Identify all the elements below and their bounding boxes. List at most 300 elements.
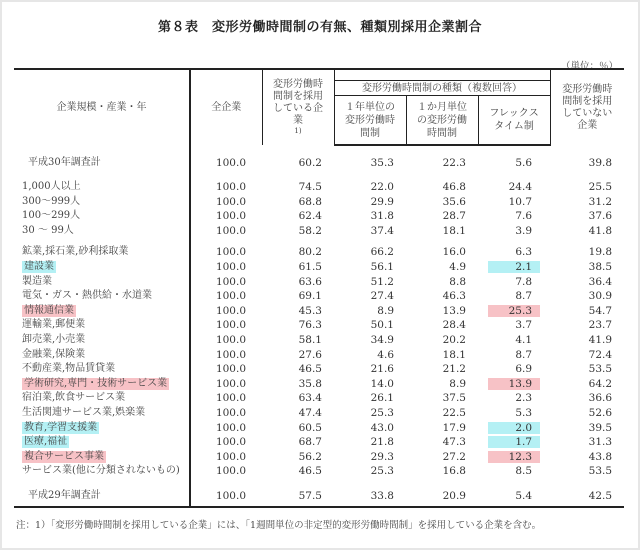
cell-value	[190, 391, 262, 406]
row-label-text: 不動産業,物品賃貸業	[22, 363, 116, 375]
row-label	[14, 362, 190, 377]
row-label-text: 100～299人	[22, 210, 81, 222]
cell-value	[478, 421, 550, 436]
table-row	[14, 245, 624, 260]
header-label: 企業規模・産業・年	[14, 69, 190, 145]
cell-value-text: 47.3	[442, 436, 466, 449]
cell-value-text: 43.0	[370, 421, 394, 434]
cell-value	[262, 435, 334, 450]
row-label	[14, 464, 190, 479]
cell-value-text: 100.0	[215, 319, 246, 332]
table-row	[14, 195, 624, 210]
cell-value	[262, 464, 334, 479]
cell-value	[550, 406, 624, 421]
cell-value-text: 100.0	[215, 333, 246, 346]
cell-value-text: 53.5	[588, 363, 613, 376]
cell-value	[550, 333, 624, 348]
cell-value	[478, 153, 550, 173]
header-types-group: 変形労働時間制の種類（複数回答）	[334, 81, 550, 96]
cell-value-text: 18.1	[442, 224, 466, 237]
cell-value	[478, 464, 550, 479]
cell-value	[190, 348, 262, 363]
cell-value	[406, 486, 478, 507]
cell-value	[334, 245, 406, 260]
cell-value	[406, 391, 478, 406]
cell-value-text: 13.9	[488, 378, 540, 390]
row-label-text: 卸売業,小売業	[22, 333, 86, 345]
cell-value	[190, 275, 262, 290]
cell-value-text: 60.2	[298, 157, 322, 169]
table-row	[14, 304, 624, 319]
cell-value	[190, 377, 262, 392]
cell-value-text: 2.3	[515, 392, 533, 405]
cell-value-text: 41.9	[588, 333, 613, 346]
row-label-text: 宿泊業,飲食サービス業	[22, 392, 126, 404]
cell-value-text: 57.5	[298, 489, 322, 502]
cell-value	[406, 180, 478, 195]
cell-value	[406, 435, 478, 450]
row-label	[14, 224, 190, 239]
row-label-text: 運輸業,郵便業	[22, 319, 86, 331]
cell-value	[406, 275, 478, 290]
cell-value-text: 36.6	[588, 392, 613, 405]
cell-value-text: 1.7	[488, 436, 540, 448]
cell-value-text: 27.6	[298, 348, 322, 361]
table-title: 第８表 変形労働時間制の有無、種類別採用企業割合	[157, 20, 482, 35]
cell-value-text: 100.0	[215, 406, 246, 419]
data-table	[14, 68, 624, 508]
cell-value	[262, 362, 334, 377]
cell-value	[550, 180, 624, 195]
cell-value-text: 37.5	[442, 392, 466, 405]
cell-value-text: 21.2	[442, 363, 466, 376]
cell-value	[478, 209, 550, 224]
row-label-text: 生活関連サービス業,娯楽業	[22, 406, 146, 418]
cell-value-text: 100.0	[215, 489, 246, 502]
cell-value-text: 8.8	[449, 275, 466, 288]
cell-value	[334, 318, 406, 333]
cell-value-text: 66.2	[370, 246, 394, 259]
cell-value-text: 25.3	[370, 406, 394, 419]
cell-value	[478, 435, 550, 450]
header-type-flex: フレックスタイム制	[478, 96, 550, 146]
cell-value	[406, 153, 478, 173]
cell-value-text: 25.3	[488, 305, 540, 317]
cell-value-text: 8.9	[449, 377, 466, 390]
cell-value	[478, 406, 550, 421]
row-label	[14, 180, 190, 195]
row-label-text: 平成30年調査計	[28, 157, 101, 168]
row-label	[14, 391, 190, 406]
cell-value	[550, 209, 624, 224]
cell-value	[190, 486, 262, 507]
cell-value	[478, 318, 550, 333]
cell-value	[334, 421, 406, 436]
cell-value	[262, 260, 334, 275]
row-label	[14, 421, 190, 436]
cell-value-text: 25.3	[370, 465, 394, 478]
table-row	[14, 224, 624, 239]
cell-value-text: 63.6	[298, 275, 322, 288]
cell-value-text: 5.6	[515, 157, 533, 169]
row-label	[14, 377, 190, 392]
cell-value	[334, 195, 406, 210]
cell-value	[406, 195, 478, 210]
cell-value-text: 52.6	[588, 406, 613, 419]
cell-value	[406, 450, 478, 465]
cell-value	[190, 435, 262, 450]
cell-value	[478, 391, 550, 406]
cell-value-text: 27.4	[370, 290, 394, 303]
table-row	[14, 275, 624, 290]
cell-value-text: 31.3	[588, 436, 613, 449]
cell-value	[550, 318, 624, 333]
cell-value-text: 19.8	[588, 246, 613, 259]
cell-value	[262, 450, 334, 465]
cell-value	[190, 289, 262, 304]
row-label-text: サービス業(他に分類されないもの)	[22, 465, 180, 477]
cell-value	[406, 318, 478, 333]
header-type-year: １年単位の変形労働時間制	[334, 96, 406, 146]
cell-value	[190, 406, 262, 421]
cell-value	[478, 180, 550, 195]
cell-value-text: 28.7	[442, 210, 466, 223]
cell-value-text: 100.0	[215, 224, 246, 237]
cell-value-text: 22.3	[442, 157, 466, 169]
cell-value	[262, 333, 334, 348]
cell-value	[190, 318, 262, 333]
cell-value-text: 31.2	[588, 195, 613, 208]
cell-value-text: 53.5	[588, 465, 613, 478]
cell-value-text: 37.4	[370, 224, 394, 237]
footnote: 注：1）「変形労働時間制を採用している企業」には、「1週間単位の非定型的変形労働時間制」を採用している企業を含む。	[16, 520, 542, 531]
cell-value-text: 72.4	[588, 348, 613, 361]
cell-value-text: 100.0	[215, 210, 246, 223]
cell-value	[550, 260, 624, 275]
header-all-companies: 全企業	[190, 69, 262, 145]
table-row	[14, 318, 624, 333]
cell-value-text: 64.2	[588, 377, 613, 390]
cell-value-text: 12.3	[488, 451, 540, 463]
cell-value	[478, 195, 550, 210]
spacer-row	[14, 479, 624, 486]
cell-value	[190, 421, 262, 436]
table-row	[14, 333, 624, 348]
cell-value	[190, 362, 262, 377]
cell-value-text: 18.1	[442, 348, 466, 361]
cell-value	[190, 260, 262, 275]
cell-value	[190, 450, 262, 465]
cell-value-text: 7.8	[515, 275, 533, 288]
cell-value	[550, 435, 624, 450]
cell-value	[262, 289, 334, 304]
cell-value-text: 13.9	[442, 304, 466, 317]
cell-value-text: 20.2	[442, 333, 466, 346]
row-label	[14, 195, 190, 210]
cell-value	[334, 348, 406, 363]
cell-value-text: 6.9	[515, 363, 533, 376]
cell-value-text: 100.0	[215, 377, 246, 390]
cell-value-text: 10.7	[508, 195, 533, 208]
cell-value	[550, 289, 624, 304]
cell-value	[190, 153, 262, 173]
cell-value-text: 4.9	[449, 260, 466, 273]
cell-value	[478, 304, 550, 319]
cell-value-text: 80.2	[298, 246, 322, 259]
cell-value	[190, 245, 262, 260]
cell-value	[262, 391, 334, 406]
cell-value	[262, 224, 334, 239]
cell-value	[550, 362, 624, 377]
table-row	[14, 486, 624, 507]
cell-value-text: 100.0	[215, 436, 246, 449]
cell-value-text: 14.0	[370, 377, 394, 390]
row-label-text: 金融業,保険業	[22, 348, 86, 360]
cell-value-text: 39.5	[588, 421, 613, 434]
cell-value-text: 21.8	[370, 436, 394, 449]
cell-value	[190, 195, 262, 210]
cell-value	[550, 275, 624, 290]
cell-value-text: 29.3	[370, 450, 394, 463]
cell-value-text: 6.3	[515, 246, 533, 259]
cell-value	[262, 245, 334, 260]
cell-value	[334, 333, 406, 348]
cell-value-text: 100.0	[215, 290, 246, 303]
cell-value-text: 42.5	[588, 489, 613, 502]
cell-value-text: 27.2	[442, 450, 466, 463]
cell-value	[334, 260, 406, 275]
cell-value	[334, 224, 406, 239]
cell-value	[262, 377, 334, 392]
header-non-adopting: 変形労働時間制を採用していない企業	[550, 69, 624, 145]
row-label-text: 30 ～ 99人	[22, 224, 74, 236]
cell-value-text: 16.0	[442, 246, 466, 259]
cell-value	[406, 362, 478, 377]
cell-value-text: 51.2	[370, 275, 394, 288]
cell-value	[190, 180, 262, 195]
cell-value	[334, 435, 406, 450]
header-adopting: 変形労働時間制を採用している企業 1)	[262, 69, 334, 145]
cell-value-text: 24.4	[508, 181, 533, 193]
cell-value-text: 74.5	[298, 181, 322, 193]
row-label-text: 300～999人	[22, 195, 81, 207]
row-label-text: 1,000人以上	[22, 181, 81, 192]
cell-value-text: 68.8	[298, 195, 322, 208]
header-type-month: １か月単位の変形労働時間制	[406, 96, 478, 146]
cell-value	[262, 304, 334, 319]
cell-value	[478, 333, 550, 348]
cell-value	[334, 180, 406, 195]
row-label	[14, 289, 190, 304]
cell-value-text: 100.0	[215, 392, 246, 405]
cell-value	[334, 362, 406, 377]
cell-value	[478, 362, 550, 377]
cell-value-text: 26.1	[370, 392, 394, 405]
cell-value	[406, 245, 478, 260]
cell-value-text: 41.8	[588, 224, 613, 237]
cell-value	[406, 304, 478, 319]
cell-value-text: 58.1	[298, 333, 322, 346]
cell-value-text: 8.5	[515, 465, 533, 478]
cell-value	[406, 224, 478, 239]
cell-value-text: 35.3	[370, 157, 394, 169]
table-row	[14, 209, 624, 224]
cell-value-text: 2.0	[488, 422, 540, 434]
cell-value	[334, 304, 406, 319]
cell-value-text: 36.4	[588, 275, 613, 288]
cell-value-text: 37.6	[588, 210, 613, 223]
cell-value-text: 35.6	[442, 195, 466, 208]
cell-value	[406, 377, 478, 392]
cell-value	[478, 348, 550, 363]
cell-value	[334, 450, 406, 465]
cell-value-text: 68.7	[298, 436, 322, 449]
cell-value	[550, 348, 624, 363]
cell-value-text: 2.1	[488, 261, 540, 273]
cell-value-text: 4.6	[377, 348, 394, 361]
cell-value	[334, 464, 406, 479]
cell-value-text: 25.5	[588, 181, 613, 193]
row-label-text: 鉱業,採石業,砂利採取業	[22, 246, 129, 258]
cell-value	[334, 209, 406, 224]
cell-value-text: 100.0	[215, 348, 246, 361]
cell-value-text: 21.6	[370, 363, 394, 376]
table-row	[14, 464, 624, 479]
cell-value	[262, 318, 334, 333]
cell-value	[190, 304, 262, 319]
cell-value	[550, 464, 624, 479]
cell-value	[334, 486, 406, 507]
row-label	[14, 450, 190, 465]
row-label-text: 医療,福祉	[24, 436, 68, 448]
cell-value-text: 100.0	[215, 195, 246, 208]
cell-value-text: 34.9	[370, 333, 394, 346]
cell-value	[406, 289, 478, 304]
cell-value-text: 43.8	[588, 450, 613, 463]
cell-value-text: 46.8	[442, 181, 466, 193]
cell-value-text: 100.0	[215, 275, 246, 288]
cell-value-text: 30.9	[588, 290, 613, 303]
cell-value	[406, 260, 478, 275]
row-label	[14, 333, 190, 348]
table-row	[14, 260, 624, 275]
cell-value	[190, 224, 262, 239]
cell-value	[550, 245, 624, 260]
cell-value	[334, 391, 406, 406]
row-label-text: 平成29年調査計	[28, 489, 101, 501]
cell-value	[550, 486, 624, 507]
cell-value	[334, 406, 406, 421]
cell-value-text: 61.5	[298, 260, 322, 273]
cell-value-text: 50.1	[370, 319, 394, 332]
row-label-text: 建設業	[24, 260, 54, 272]
cell-value-text: 100.0	[215, 260, 246, 273]
cell-value	[550, 450, 624, 465]
cell-value	[550, 224, 624, 239]
cell-value	[334, 275, 406, 290]
cell-value	[262, 275, 334, 290]
cell-value	[550, 391, 624, 406]
cell-value-text: 35.8	[298, 377, 322, 390]
header-spacer	[334, 69, 550, 81]
cell-value	[334, 377, 406, 392]
cell-value	[406, 348, 478, 363]
cell-value-text: 23.7	[588, 319, 613, 332]
row-label	[14, 304, 190, 319]
cell-value	[262, 209, 334, 224]
cell-value-text: 3.7	[515, 319, 533, 332]
cell-value-text: 63.4	[298, 392, 322, 405]
cell-value	[334, 289, 406, 304]
row-label	[14, 435, 190, 450]
cell-value-text: 56.2	[298, 450, 322, 463]
cell-value	[478, 245, 550, 260]
cell-value-text: 100.0	[215, 304, 246, 317]
row-label-text: 情報通信業	[24, 304, 74, 316]
cell-value-text: 16.8	[442, 465, 466, 478]
cell-value	[550, 195, 624, 210]
cell-value	[550, 153, 624, 173]
cell-value-text: 60.5	[298, 421, 322, 434]
cell-value-text: 45.3	[298, 304, 322, 317]
cell-value	[478, 289, 550, 304]
cell-value-text: 8.9	[377, 304, 394, 317]
cell-value-text: 54.7	[588, 304, 613, 317]
cell-value	[478, 486, 550, 507]
row-label	[14, 486, 190, 507]
cell-value	[406, 209, 478, 224]
cell-value-text: 39.8	[588, 157, 613, 169]
cell-value-text: 33.8	[370, 489, 394, 502]
cell-value-text: 22.0	[370, 181, 394, 193]
table-row	[14, 391, 624, 406]
cell-value-text: 100.0	[215, 465, 246, 478]
row-label-text: 学術研究,専門・技術サービス業	[24, 377, 168, 389]
cell-value-text: 100.0	[215, 421, 246, 434]
row-label	[14, 406, 190, 421]
cell-value-text: 22.5	[442, 406, 466, 419]
cell-value-text: 62.4	[298, 210, 322, 223]
spacer-row	[14, 173, 624, 180]
cell-value-text: 20.9	[442, 489, 466, 502]
cell-value	[190, 464, 262, 479]
cell-value	[190, 333, 262, 348]
table-row	[14, 289, 624, 304]
unit-label: （単位：％）	[560, 61, 618, 72]
cell-value-text: 46.3	[442, 290, 466, 303]
cell-value	[262, 406, 334, 421]
cell-value-text: 7.6	[515, 210, 533, 223]
cell-value	[478, 275, 550, 290]
cell-value-text: 4.1	[515, 333, 533, 346]
cell-value-text: 76.3	[298, 319, 322, 332]
cell-value-text: 38.5	[588, 260, 613, 273]
cell-value	[262, 180, 334, 195]
cell-value-text: 100.0	[215, 450, 246, 463]
cell-value-text: 17.9	[442, 421, 466, 434]
table-row	[14, 377, 624, 392]
row-label	[14, 275, 190, 290]
table-row	[14, 153, 624, 173]
cell-value-text: 46.5	[298, 465, 322, 478]
cell-value	[262, 153, 334, 173]
cell-value-text: 5.4	[515, 489, 533, 502]
cell-value-text: 100.0	[215, 246, 246, 259]
cell-value	[406, 406, 478, 421]
cell-value	[478, 260, 550, 275]
row-label-text: 教育,学習支援業	[24, 421, 98, 433]
cell-value	[406, 333, 478, 348]
